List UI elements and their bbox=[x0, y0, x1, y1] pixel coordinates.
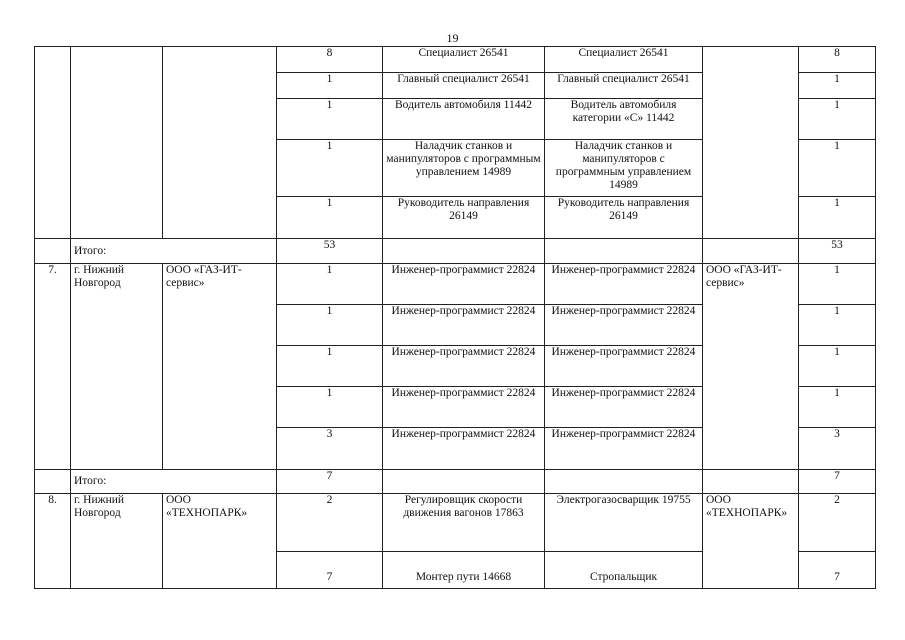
org-new-cell bbox=[703, 239, 799, 264]
position-cell: Инженер-программист 22824 bbox=[383, 428, 545, 470]
total-row bbox=[35, 239, 876, 264]
position-new-cell: Электрогазосварщик 19755 bbox=[545, 494, 703, 552]
count-new-cell: 1 bbox=[799, 99, 876, 140]
table-row bbox=[35, 494, 876, 552]
total-count: 53 bbox=[277, 239, 383, 264]
city-cell bbox=[71, 47, 163, 239]
position-cell: Специалист 26541 bbox=[383, 47, 545, 73]
org-new-cell: ООО «ГАЗ-ИТ-сервис» bbox=[703, 264, 799, 470]
position-cell: Инженер-программист 22824 bbox=[383, 387, 545, 428]
count-new-cell: 7 bbox=[799, 552, 876, 589]
count-cell: 2 bbox=[277, 494, 383, 552]
position-cell: Регулировщик скорости движения вагонов 17863 bbox=[383, 494, 545, 552]
city-cell: г. Нижний Новгород bbox=[71, 264, 163, 470]
position-new-cell: Специалист 26541 bbox=[545, 47, 703, 73]
count-new-cell: 3 bbox=[799, 428, 876, 470]
count-new-cell: 8 bbox=[799, 47, 876, 73]
count-new-cell: 2 bbox=[799, 494, 876, 552]
staffing-table bbox=[34, 46, 876, 589]
position-new-cell: Инженер-программист 22824 bbox=[545, 305, 703, 346]
index-cell bbox=[35, 239, 71, 264]
total-row bbox=[35, 470, 876, 494]
position-cell: Главный специалист 26541 bbox=[383, 73, 545, 99]
org-cell bbox=[163, 47, 277, 239]
count-new-cell: 1 bbox=[799, 197, 876, 239]
count-cell: 1 bbox=[277, 387, 383, 428]
count-cell: 1 bbox=[277, 264, 383, 305]
index-cell bbox=[35, 470, 71, 494]
table-row bbox=[35, 264, 876, 305]
org-cell: ООО «ГАЗ-ИТ-сервис» bbox=[163, 264, 277, 470]
count-new-cell: 1 bbox=[799, 305, 876, 346]
table-row bbox=[35, 47, 876, 73]
count-new-cell: 1 bbox=[799, 387, 876, 428]
position-new-cell: Инженер-программист 22824 bbox=[545, 387, 703, 428]
position-cell: Инженер-программист 22824 bbox=[383, 346, 545, 387]
count-cell: 8 bbox=[277, 47, 383, 73]
position-new-cell: Инженер-программист 22824 bbox=[545, 428, 703, 470]
count-cell: 1 bbox=[277, 197, 383, 239]
position-new-cell: Наладчик станков и манипуляторов с программным управлением 14989 bbox=[545, 140, 703, 197]
position-new-cell: Главный специалист 26541 bbox=[545, 73, 703, 99]
position-cell bbox=[383, 239, 545, 264]
position-new-cell: Водитель автомобиля категории «С» 11442 bbox=[545, 99, 703, 140]
index-cell: 8. bbox=[35, 494, 71, 589]
position-cell: Водитель автомобиля 11442 bbox=[383, 99, 545, 140]
count-new-cell: 1 bbox=[799, 73, 876, 99]
count-cell: 1 bbox=[277, 305, 383, 346]
position-new-cell: Руководитель направления 26149 bbox=[545, 197, 703, 239]
org-cell: ООО «ТЕХНОПАРК» bbox=[163, 494, 277, 589]
position-new-cell: Стропальщик bbox=[545, 552, 703, 589]
count-cell: 1 bbox=[277, 73, 383, 99]
city-cell: г. Нижний Новгород bbox=[71, 494, 163, 589]
position-new-cell: Инженер-программист 22824 bbox=[545, 264, 703, 305]
position-cell bbox=[383, 470, 545, 494]
total-count-new: 53 bbox=[799, 239, 876, 264]
count-cell: 1 bbox=[277, 140, 383, 197]
count-cell: 7 bbox=[277, 552, 383, 589]
count-new-cell: 1 bbox=[799, 140, 876, 197]
count-cell: 3 bbox=[277, 428, 383, 470]
position-cell: Наладчик станков и манипуляторов с программным управлением 14989 bbox=[383, 140, 545, 197]
position-cell: Инженер-программист 22824 bbox=[383, 264, 545, 305]
position-cell: Монтер пути 14668 bbox=[383, 552, 545, 589]
org-new-cell bbox=[703, 470, 799, 494]
total-label: Итого: bbox=[71, 239, 277, 264]
position-new-cell bbox=[545, 239, 703, 264]
total-count-new: 7 bbox=[799, 470, 876, 494]
position-cell: Инженер-программист 22824 bbox=[383, 305, 545, 346]
org-new-cell: ООО «ТЕХНОПАРК» bbox=[703, 494, 799, 589]
count-new-cell: 1 bbox=[799, 264, 876, 305]
count-new-cell: 1 bbox=[799, 346, 876, 387]
org-new-cell bbox=[703, 47, 799, 239]
total-label: Итого: bbox=[71, 470, 277, 494]
count-cell: 1 bbox=[277, 346, 383, 387]
index-cell: 7. bbox=[35, 264, 71, 470]
count-cell: 1 bbox=[277, 99, 383, 140]
total-count: 7 bbox=[277, 470, 383, 494]
position-cell: Руководитель направления 26149 bbox=[383, 197, 545, 239]
position-new-cell: Инженер-программист 22824 bbox=[545, 346, 703, 387]
index-cell bbox=[35, 47, 71, 239]
page-number: 19 bbox=[446, 31, 459, 45]
position-new-cell bbox=[545, 470, 703, 494]
